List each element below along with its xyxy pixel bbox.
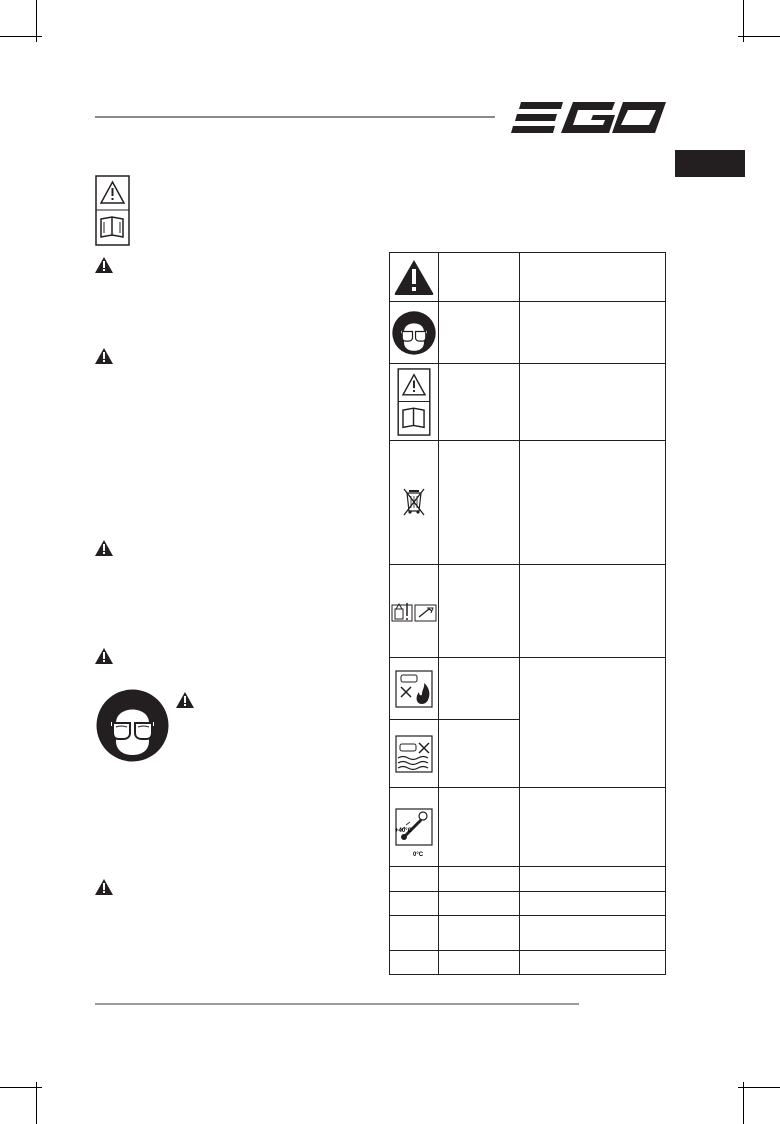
warning-icon bbox=[176, 692, 194, 708]
table-row bbox=[390, 565, 666, 658]
table-cell bbox=[439, 916, 520, 951]
table-row bbox=[390, 892, 666, 916]
table-cell bbox=[390, 364, 439, 441]
read-manual-icon bbox=[397, 368, 431, 436]
table-cell bbox=[439, 658, 520, 720]
table-cell bbox=[390, 720, 439, 788]
recycle-packaging-icon bbox=[391, 600, 437, 622]
table-row bbox=[390, 916, 666, 951]
warning-icon bbox=[95, 540, 113, 556]
footer-rule bbox=[95, 1003, 579, 1005]
warning-triangle-icon bbox=[393, 258, 435, 296]
table-row bbox=[390, 364, 666, 441]
table-cell bbox=[390, 253, 439, 302]
crop-mark-tl-h bbox=[0, 36, 42, 37]
warning-manual-icon bbox=[95, 175, 130, 246]
table-cell bbox=[520, 788, 666, 867]
language-tab bbox=[675, 150, 745, 177]
ego-logo bbox=[511, 100, 666, 135]
temperature-high-label: +40°C bbox=[395, 828, 412, 834]
warning-icon bbox=[95, 257, 113, 273]
table-cell bbox=[520, 441, 666, 565]
header-rule bbox=[95, 116, 495, 118]
warning-icon bbox=[95, 348, 113, 364]
table-row bbox=[390, 441, 666, 565]
table-cell bbox=[439, 892, 520, 916]
table-row bbox=[390, 951, 666, 975]
table-cell bbox=[390, 867, 439, 892]
warning-icon bbox=[95, 648, 113, 664]
table-cell bbox=[390, 951, 439, 975]
table-cell bbox=[439, 302, 520, 364]
table-cell bbox=[390, 565, 439, 658]
table-row bbox=[390, 788, 666, 867]
table-cell bbox=[439, 441, 520, 565]
table-cell bbox=[520, 253, 666, 302]
crop-mark-tr-h bbox=[738, 36, 780, 37]
temperature-low-label: 0°C bbox=[413, 852, 424, 858]
table-cell bbox=[520, 302, 666, 364]
no-fire-battery-icon bbox=[395, 670, 433, 708]
table-cell bbox=[390, 302, 439, 364]
table-cell bbox=[520, 565, 666, 658]
table-cell bbox=[439, 565, 520, 658]
table-cell bbox=[520, 867, 666, 892]
weee-crossed-bin-icon bbox=[402, 487, 426, 519]
table-row bbox=[390, 658, 666, 720]
table-cell bbox=[439, 788, 520, 867]
table-cell bbox=[520, 916, 666, 951]
table-cell bbox=[439, 364, 520, 441]
table-cell bbox=[439, 720, 520, 788]
table-cell bbox=[520, 892, 666, 916]
table-row bbox=[390, 302, 666, 364]
eye-protection-icon bbox=[96, 689, 169, 762]
symbol-table bbox=[389, 252, 666, 975]
crop-mark-bl-v bbox=[36, 1082, 37, 1124]
crop-mark-bl-h bbox=[0, 1087, 42, 1088]
table-cell bbox=[390, 916, 439, 951]
table-cell bbox=[390, 788, 439, 867]
table-cell bbox=[390, 658, 439, 720]
table-cell bbox=[390, 892, 439, 916]
table-cell bbox=[439, 253, 520, 302]
table-cell bbox=[390, 441, 439, 565]
table-cell bbox=[520, 951, 666, 975]
no-water-battery-icon bbox=[395, 735, 433, 773]
table-cell bbox=[520, 364, 666, 441]
table-cell bbox=[520, 658, 666, 788]
table-cell bbox=[439, 867, 520, 892]
eye-protection-icon bbox=[392, 311, 436, 355]
crop-mark-br-v bbox=[743, 1082, 744, 1124]
temperature-range-icon bbox=[395, 808, 433, 846]
table-row bbox=[390, 253, 666, 302]
warning-icon bbox=[95, 879, 113, 895]
table-cell bbox=[439, 951, 520, 975]
crop-mark-br-h bbox=[738, 1087, 780, 1088]
table-row bbox=[390, 867, 666, 892]
